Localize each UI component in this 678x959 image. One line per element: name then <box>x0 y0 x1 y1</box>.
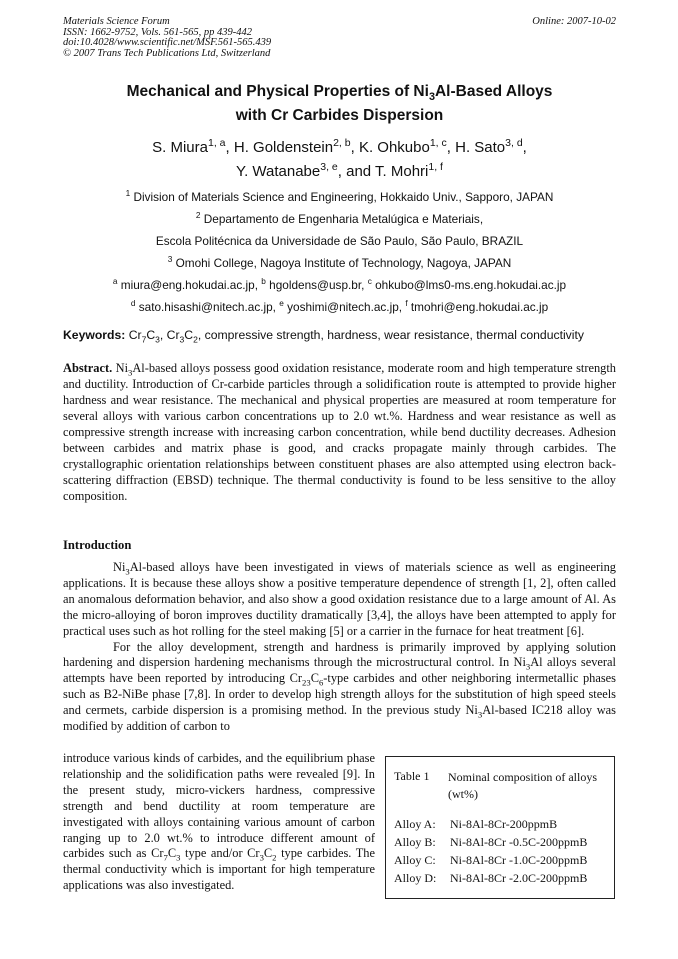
email-link[interactable]: hgoldens@usp.br, <box>269 278 368 292</box>
keywords: Keywords: $Cr_7C_3$, $Cr_3C_2$, compressive strength, hardness, wear resistance, thermal conductivity <box>63 328 584 345</box>
abstract: Abstract. $Ni_3Al$-based alloys possess good oxidation resistance, moderate room and high temperature strength and ductility. Introduction of Cr-carbide particles through a solidification route is attempted to provide higher hardness and wear resistance. The mechanical and physical properties are measured at room temperature for several alloys with various carbon concentrations up to 2.0 wt.%. Hardness and wear resistance as well as compressive strength increase with increasing carbon concentration, while bend ductility decreases. Adhesion between carbides and matrix phase is good, and cracks propagate mainly through carbides. The crystallographic orientation relationships between constituent phases are also attempted using electron back-scattering diffraction (EBSD) technique. The thermal conductivity is found to be less sensitive to the alloy composition. <box>63 361 616 503</box>
introduction-body <box>63 560 616 735</box>
keywords-label: Keywords: <box>63 328 126 342</box>
author: K. Ohkubo <box>358 139 430 156</box>
online-date: Online: 2007-10-02 <box>532 16 616 27</box>
author: H. Goldenstein <box>233 139 334 156</box>
author: H. Sato <box>455 139 506 156</box>
emails-line-2: $^d$ sato.hisashi@nitech.ac.jp, $^e$ yoshimi@nitech.ac.jp, $^f$ tmohri@eng.hokudai.ac.jp <box>130 299 549 314</box>
paragraph: For the alloy development, strength and hardness is primarily improved by applying solution hardening and dispersion hardening mechanisms through the microstructural control. In $Ni_3Al$ alloys several attempts have been reported by introducing $Cr_{23}C_6$-type carbides and other neighboring intermetallic phases such as B2-NiBe phase [7,8]. In order to develop high strength alloys for the substitution of high speed steels and cermets, carbide dispersion is a promising method. In the previous study $Ni_3Al$-based IC218 alloy was modified by addition of carbon to <box>63 639 617 734</box>
composition-table: Table 1 Nominal composition of alloys (wt%) Alloy A: Ni-8Al-8Cr-200ppmB Alloy B: Ni-8Al-8Cr -0.5C-200ppmB Alloy C: Ni-8Al-8Cr -1.0C-200ppmB Alloy D: Ni-8Al-8Cr -2.0C-200ppmB <box>385 756 615 899</box>
author-list: S. Miura$^{1, a}$, H. Goldenstein$^{2, b}$, K. Ohkubo$^{1, c}$, H. Sato$^{3, d}$, Y. Watanabe$^{3, e}$, and T. Mohri$^{1, f}$ <box>152 137 527 180</box>
affiliation-2b: Escola Politécnica da Universidade de São Paulo, São Paulo, BRAZIL <box>155 234 524 248</box>
issn: ISSN: 1662-9752, Vols. 561-565, pp 439-442 <box>63 26 252 38</box>
email-link[interactable]: ohkubo@lms0-ms.eng.hokudai.ac.jp <box>375 278 567 292</box>
email-link[interactable]: sato.hisashi@nitech.ac.jp, <box>138 300 280 314</box>
doi: doi:10.4028/www.scientific.net/MSF.561-565.439 <box>63 37 272 49</box>
affiliations <box>63 186 616 318</box>
paper-title: Mechanical and Physical Properties of $Ni_3Al$-Based Alloys with Cr Carbides Dispersion <box>126 83 553 124</box>
author: S. Miura <box>152 139 208 156</box>
emails-line-1: $^a$ miura@eng.hokudai.ac.jp, $^b$ hgoldens@usp.br, $^c$ ohkubo@lms0-ms.eng.hokudai.ac.jp <box>112 277 567 292</box>
email-link[interactable]: tmohri@eng.hokudai.ac.jp <box>410 300 549 314</box>
author: Y. Watanabe <box>236 163 321 180</box>
email-link[interactable]: miura@eng.hokudai.ac.jp, <box>120 278 262 292</box>
section-heading-introduction: Introduction <box>63 538 132 552</box>
affiliation-2: $^2$ Departamento de Engenharia Metalúgica e Materiais, <box>195 211 484 226</box>
paragraph: $Ni_3Al$-based alloys have been investigated in views of materials science as well as engineering applications. It is because these alloys show a positive temperature dependence of strength [1, 2], often called an anomalous deformation behavior, and also show a good oxidation resistance due to a large amount of Al. As the micro-alloying of boron improves ductility dramatically [3,4], the alloys have been attempted to apply for practical uses such as hot rolling for the steel making [5] or a carrier in the furnace for heat treatment [6]. <box>63 560 616 638</box>
author: T. Mohri <box>375 163 429 180</box>
introduction-body-continued: introduce various kinds of carbides, and the equilibrium phase relationship and the solidification paths were revealed [9]. In the present study, micro-vickers hardness, compressive strength and bend ductility at room temperature are investigated with alloys containing various amount of carbon ranging up to 2.0 wt.% to introduce different amount of carbides such as $Cr_7C_3$ type and/or $Cr_3C_2$ type carbides. The thermal conductivity which is important for high temperature applications was also investigated. <box>63 751 376 893</box>
abstract-text: Al-based alloys possess good oxidation resistance, moderate room and high temperature strength and ductility. Introduction of Cr-carbide particles through a solidification route is attempted to provide higher hardness and wear resistance. The mechanical and physical properties are measured at room temperature for several alloys with various carbon concentrations up to 2.0 wt.%. Hardness and wear resistance as well as compressive strength increase with increasing carbon concentration, while bend ductility decreases. Adhesion between carbides and matrix phase is good, and cracks propagate mainly through carbides. The crystallographic orientation relationships between constituent phases are also attempted using electron back-scattering diffraction (EBSD) technique. The thermal conductivity is found to be less sensitive to the alloy composition. <box>63 361 616 503</box>
email-link[interactable]: yoshimi@nitech.ac.jp, <box>287 300 406 314</box>
journal-name: Materials Science Forum <box>63 16 170 27</box>
abstract-label: Abstract. <box>63 361 113 375</box>
copyright: © 2007 Trans Tech Publications Ltd, Switzerland <box>63 47 271 59</box>
table-label: Table 1 <box>394 769 430 783</box>
affiliation-3: $^3$ Omohi College, Nagoya Institute of Technology, Nagoya, JAPAN <box>167 255 512 270</box>
table-caption-text: Nominal composition of alloys (wt%) <box>448 770 597 801</box>
affiliation-1: $^1$ Division of Materials Science and Engineering, Hokkaido Univ., Sapporo, JAPAN <box>125 189 554 204</box>
page-header <box>63 17 616 59</box>
